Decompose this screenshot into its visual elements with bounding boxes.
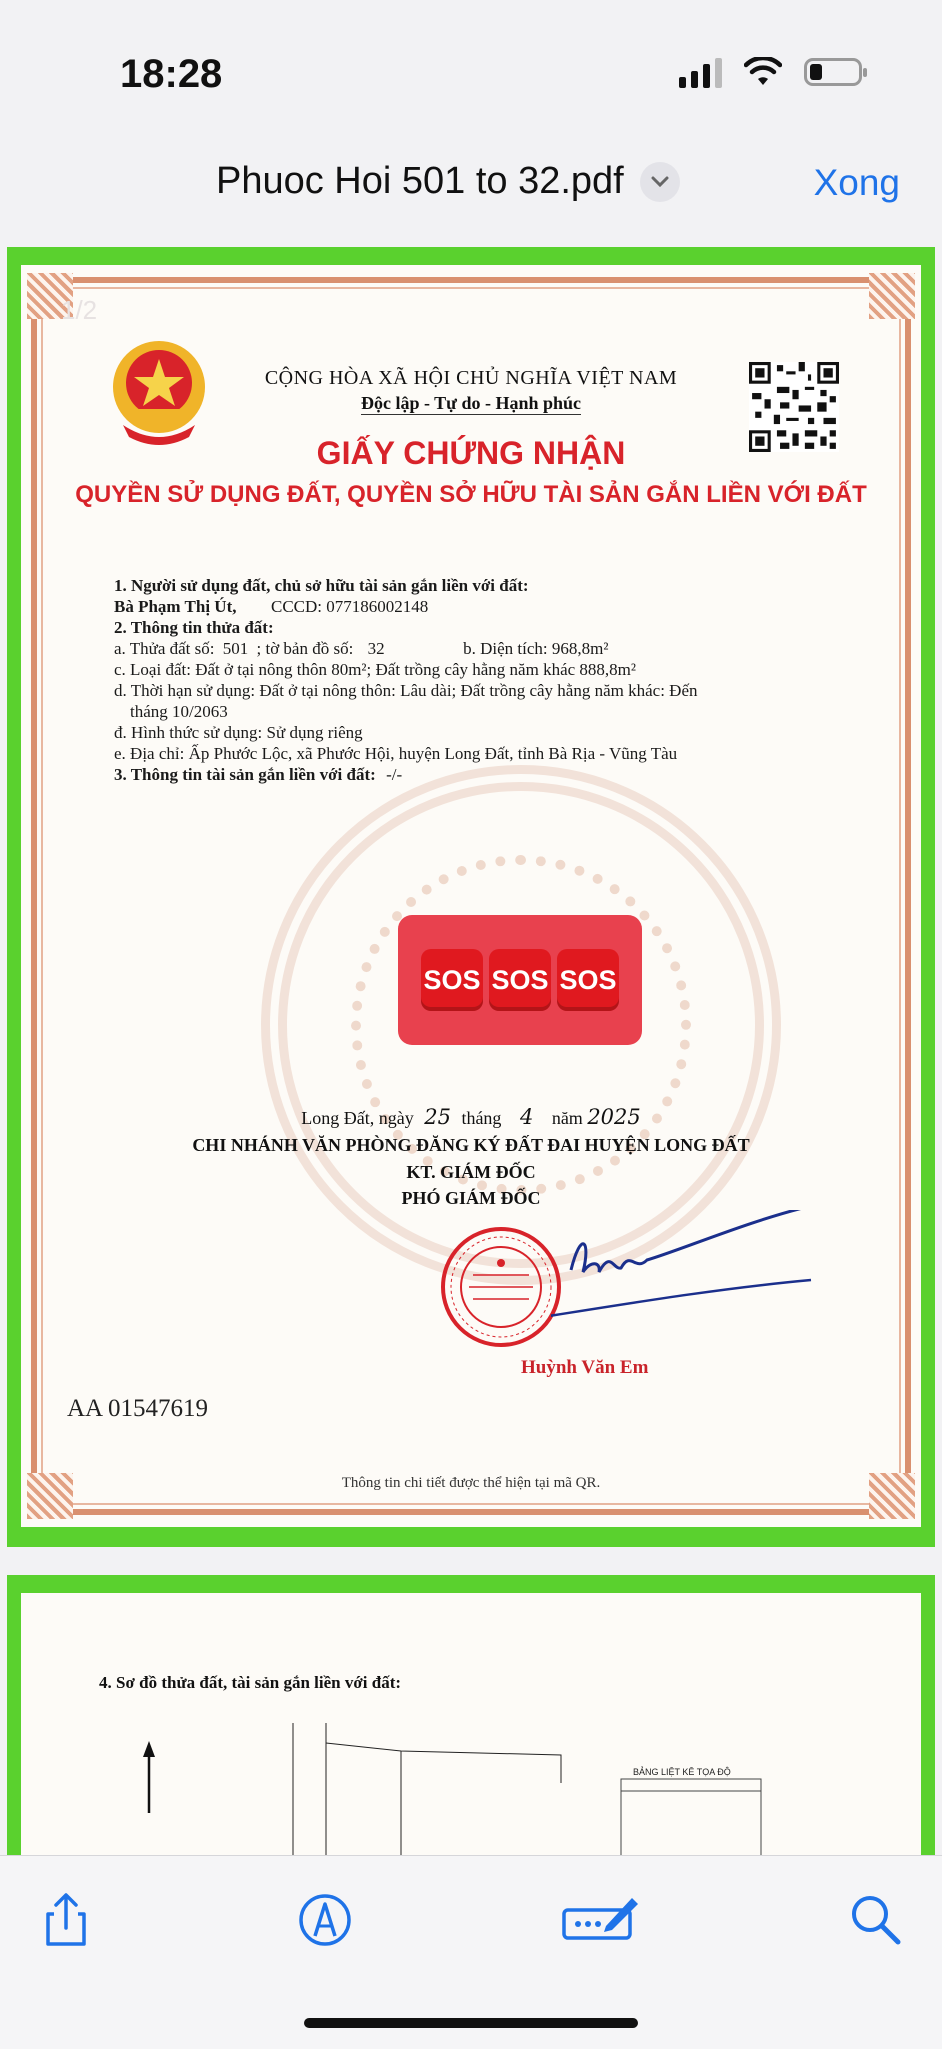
term-continued: tháng 10/2063 <box>130 702 228 721</box>
qr-note: Thông tin chi tiết được thể hiện tại mã QR. <box>341 1475 601 1491</box>
coordinate-table-title: BẢNG LIỆT KÊ TỌA ĐỘ <box>633 1767 731 1777</box>
certificate-body <box>114 575 854 785</box>
issue-year: 2025 <box>587 1105 641 1129</box>
file-title-menu[interactable] <box>216 160 680 203</box>
handwritten-signature <box>551 1210 831 1330</box>
motto-text: Độc lập - Tự do - Hạnh phúc <box>360 393 582 413</box>
parcel-number: 501 <box>222 639 249 658</box>
wifi-icon <box>744 57 782 87</box>
issue-day: 25 <box>424 1105 451 1129</box>
section-3-heading: 3. Thông tin tài sản gắn liền với đất: <box>114 765 376 784</box>
motto <box>21 393 921 414</box>
pdf-page-1[interactable] <box>7 247 935 1547</box>
term-line <box>114 680 854 701</box>
map-number: 32 <box>367 639 385 658</box>
land-type-line <box>114 659 854 680</box>
markup-icon[interactable] <box>295 1890 355 1950</box>
signer-name: Huỳnh Văn Em <box>521 1357 649 1378</box>
corner-ornament <box>869 273 915 319</box>
section-4-heading: 4. Sơ đồ thửa đất, tài sản gắn liền với đất: <box>99 1673 402 1692</box>
usage-form: đ. Hình thức sử dụng: Sử dụng riêng <box>114 723 363 742</box>
term-label: d. Thời hạn sử dụng: <box>114 681 256 700</box>
id-value: 077186002148 <box>326 597 429 616</box>
sos-icon: SOS <box>557 949 619 1011</box>
serial-number: AA 01547619 <box>67 1395 208 1422</box>
parcel-map <box>101 1723 801 1855</box>
owner-name: Bà Phạm Thị Út, <box>114 597 237 616</box>
certificate <box>21 265 921 1527</box>
area-label: b. Diện tích: <box>463 639 548 658</box>
land-type-value: Đất ở tại nông thôn 80m²; Đất trồng cây hằng năm khác 888,8m² <box>195 660 636 679</box>
file-name: Phuoc Hoi 501 to 32.pdf <box>216 160 624 202</box>
status-time: 18:28 <box>120 52 223 96</box>
document-header <box>0 150 942 240</box>
done-button[interactable]: Xong <box>813 162 900 203</box>
map-label: ; tờ bản đồ số: <box>256 639 354 658</box>
page-indicator: 1/2 <box>61 295 98 325</box>
certificate-subtitle: QUYỀN SỬ DỤNG ĐẤT, QUYỀN SỞ HỮU TÀI SẢN GẮN LIỀN VỚI ĐẤT <box>75 481 867 508</box>
sos-sticker <box>398 915 642 1045</box>
home-indicator[interactable] <box>304 2018 638 2028</box>
issuing-branch: CHI NHÁNH VĂN PHÒNG ĐĂNG KÝ ĐẤT ĐAI HUYỆN LONG ĐẤT <box>192 1135 750 1155</box>
certificate-page-2 <box>21 1593 921 1855</box>
issue-month: 4 <box>519 1105 534 1129</box>
parcel-label: a. Thửa đất số: <box>114 639 215 658</box>
address: e. Địa chỉ: Ấp Phước Lộc, xã Phước Hội, huyện Long Đất, tỉnh Bà Rịa - Vũng Tàu <box>114 744 678 763</box>
national-emblem-icon <box>105 337 213 447</box>
nation-name: CỘNG HÒA XÃ HỘI CHỦ NGHĨA VIỆT NAM <box>264 367 678 389</box>
official-stamp <box>439 1225 563 1349</box>
signature-icon[interactable] <box>560 1890 640 1950</box>
area-value: 968,8m² <box>551 639 609 658</box>
share-icon[interactable] <box>36 1890 96 1950</box>
chevron-down-icon[interactable] <box>640 162 680 202</box>
sos-icon: SOS <box>421 949 483 1011</box>
sos-icon: SOS <box>489 949 551 1011</box>
id-label: CCCD: <box>271 597 323 616</box>
deputy-director: PHÓ GIÁM ĐỐC <box>401 1188 541 1208</box>
month-label: tháng <box>461 1108 502 1128</box>
issue-date-line <box>21 1105 921 1129</box>
certificate-title: GIẤY CHỨNG NHẬN <box>316 435 626 471</box>
section-3-line <box>114 764 854 785</box>
parcel-line <box>114 638 854 659</box>
cellular-signal-icon <box>679 56 722 88</box>
kt-director: KT. GIÁM ĐỐC <box>406 1162 536 1182</box>
year-label: năm <box>551 1108 583 1128</box>
section-2-heading: 2. Thông tin thửa đất: <box>114 618 274 637</box>
issue-place: Long Đất, ngày <box>301 1108 414 1128</box>
search-icon[interactable] <box>846 1890 906 1950</box>
section-3-value: -/- <box>386 765 403 784</box>
pdf-page-2[interactable] <box>7 1575 935 1855</box>
term-value: Đất ở tại nông thôn: Lâu dài; Đất trồng cây hằng năm khác: Đến <box>259 681 698 700</box>
status-bar <box>0 0 942 150</box>
owner-line <box>114 596 854 617</box>
battery-icon <box>804 58 862 86</box>
land-type-label: c. Loại đất: <box>114 660 191 679</box>
section-1-heading: 1. Người sử dụng đất, chủ sở hữu tài sản gắn liền với đất: <box>114 576 529 595</box>
